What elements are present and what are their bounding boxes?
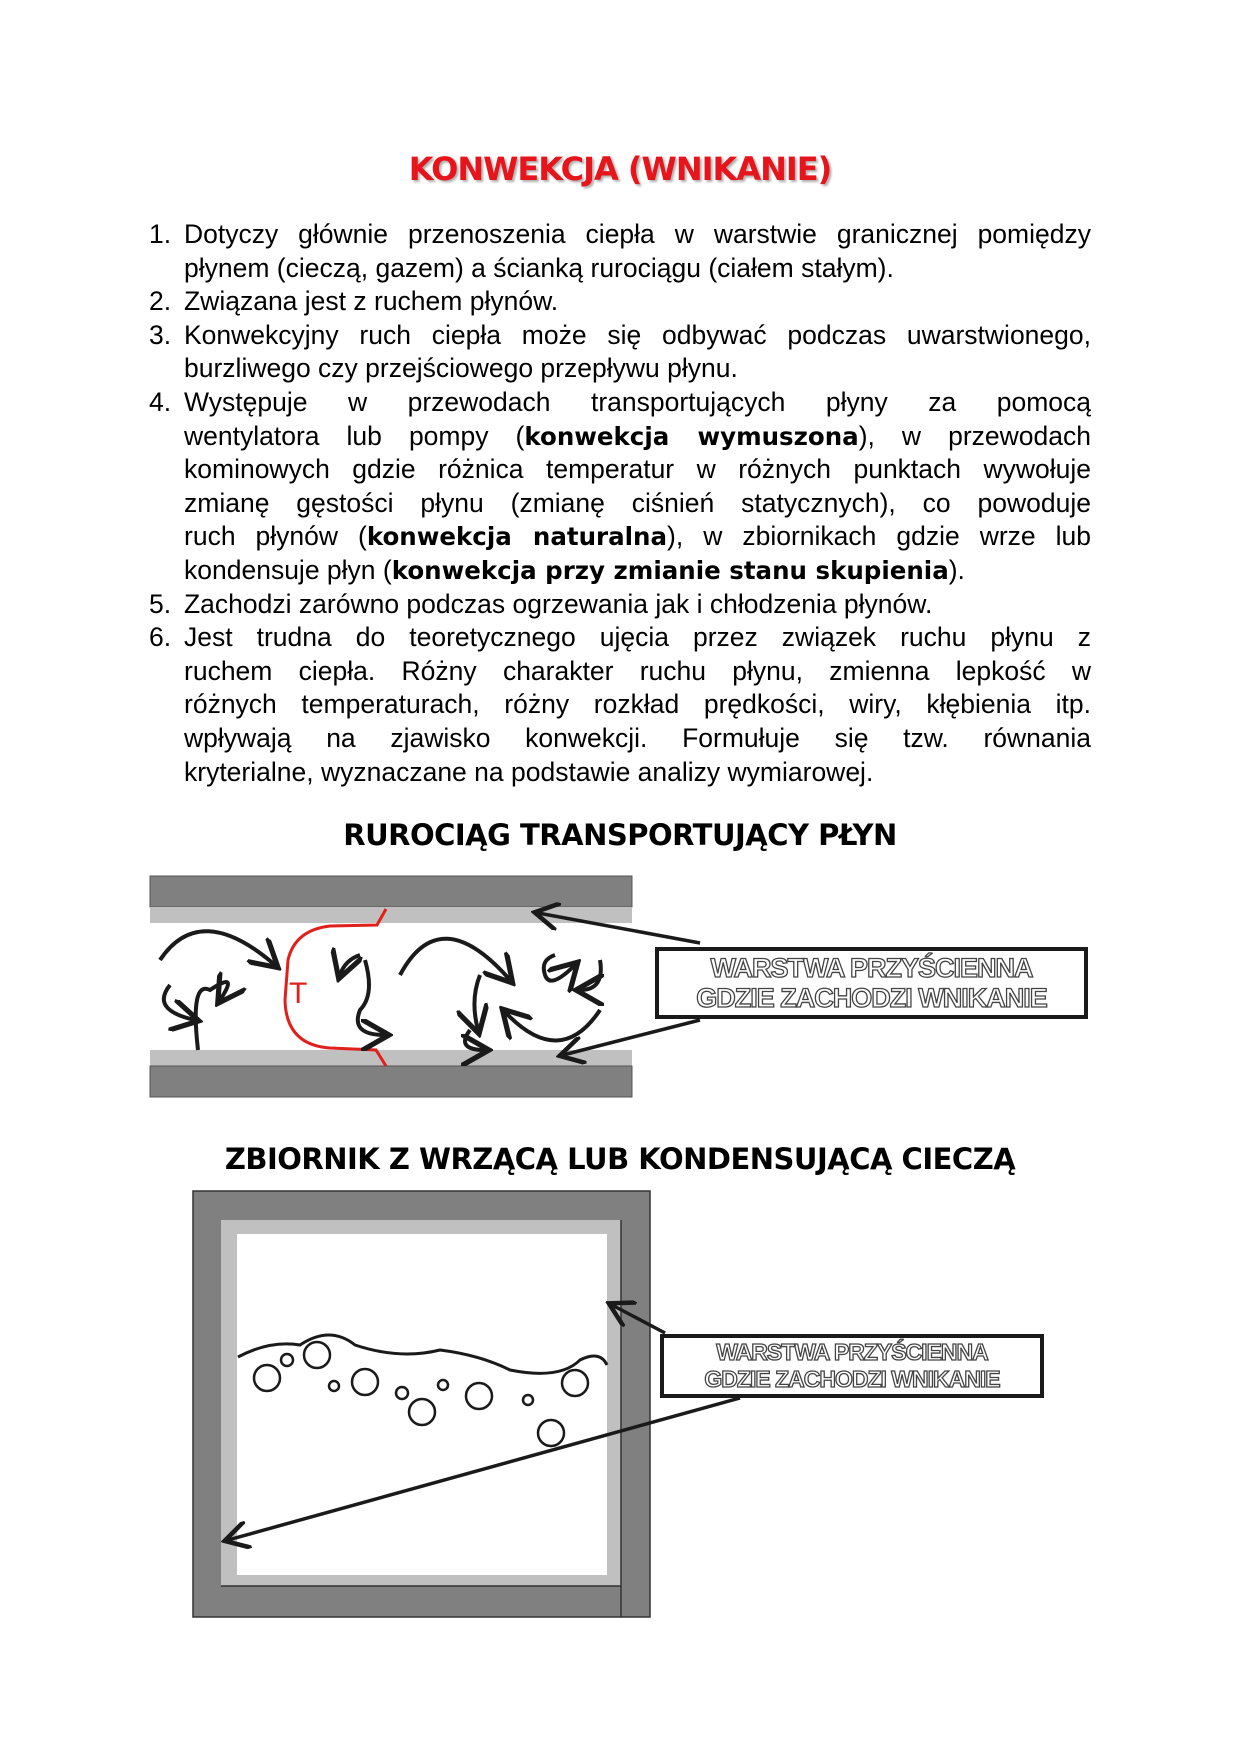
text-segment: płynem (cieczą, gazem) a ścianką rurociągu (ciałem stałym). bbox=[184, 252, 894, 283]
label-line-2: GDZIE ZACHODZI WNIKANIE bbox=[696, 983, 1047, 1013]
text-segment: ruch płynów ( bbox=[184, 521, 367, 552]
pipe-heading: RUROCIĄG TRANSPORTUJĄCY PŁYN bbox=[343, 818, 897, 852]
text-segment: wpływają na zjawisko konwekcji. Formułuje się tzw. równania bbox=[184, 722, 1091, 753]
label-line-1: WARSTWA PRZYŚCIENNA bbox=[710, 953, 1033, 983]
pipe-wall-bottom bbox=[150, 1066, 632, 1097]
bold-term: konwekcja wymuszona bbox=[524, 421, 859, 451]
text-segment: Konwekcyjny ruch ciepła może się odbywać podczas uwarstwionego, bbox=[184, 319, 1091, 350]
pipe-boundary-layer-bottom bbox=[150, 1050, 632, 1066]
text-segment: ). bbox=[948, 554, 965, 585]
bold-term: konwekcja przy zmianie stanu skupienia bbox=[391, 555, 949, 585]
text-segment: Związana jest z ruchem płynów. bbox=[184, 286, 559, 317]
text-segment: wentylatora lub pompy ( bbox=[184, 420, 525, 451]
bold-term: konwekcja naturalna bbox=[366, 522, 668, 552]
text-segment: Jest trudna do teoretycznego ujęcia przez związek ruchu płynu z bbox=[184, 622, 1091, 653]
temperature-label: T bbox=[289, 977, 308, 1010]
label-line-1: WARSTWA PRZYŚCIENNA bbox=[716, 1339, 988, 1365]
text-segment: zmianę gęstości płynu (zmianę ciśnień statycznych), co powoduje bbox=[184, 487, 1091, 518]
pipe-boundary-layer-label bbox=[655, 947, 1088, 1019]
page-title: KONWEKCJA (WNIKANIE) bbox=[408, 150, 832, 188]
text-segment: ruchem ciepła. Różny charakter ruchu płynu, zmienna lepkość w bbox=[184, 655, 1091, 686]
tank-heading: ZBIORNIK Z WRZĄCĄ LUB KONDENSUJĄCĄ CIECZĄ bbox=[224, 1142, 1016, 1176]
text-segment: ), w zbiornikach gdzie wrze lub bbox=[667, 521, 1091, 552]
list-number: 5. bbox=[149, 588, 172, 619]
text-segment: kondensuje płyn ( bbox=[184, 554, 392, 585]
text-segment: Występuje w przewodach transportujących płyny za pomocą bbox=[184, 386, 1091, 417]
tank-boundary-layer-label bbox=[660, 1334, 1044, 1398]
text-segment: Zachodzi zarówno podczas ogrzewania jak i chłodzenia płynów. bbox=[184, 588, 933, 619]
text-segment: kominowych gdzie różnica temperatur w różnych punktach wywołuje bbox=[184, 454, 1091, 485]
pipe-boundary-layer-top bbox=[150, 907, 632, 923]
pipe-diagram bbox=[150, 876, 700, 1097]
text-segment: różnych temperaturach, różny rozkład prędkości, wiry, kłębienia itp. bbox=[184, 689, 1091, 720]
tank-diagram bbox=[193, 1191, 740, 1617]
list-number: 3. bbox=[149, 319, 172, 350]
text-segment: ), w przewodach bbox=[858, 420, 1091, 451]
list-number: 6. bbox=[149, 622, 172, 653]
list-number: 1. bbox=[149, 219, 172, 249]
text-segment: burzliwego czy przejściowego przepływu płynu. bbox=[184, 353, 738, 384]
list-number: 4. bbox=[149, 386, 172, 417]
text-segment: Dotyczy głównie przenoszenia ciepła w warstwie granicznej pomiędzy bbox=[184, 219, 1091, 249]
text-segment: kryterialne, wyznaczane na podstawie analizy wymiarowej. bbox=[184, 756, 874, 787]
list-number: 2. bbox=[149, 286, 172, 317]
pipe-wall-top bbox=[150, 876, 632, 907]
label-line-2: GDZIE ZACHODZI WNIKANIE bbox=[704, 1366, 1000, 1392]
